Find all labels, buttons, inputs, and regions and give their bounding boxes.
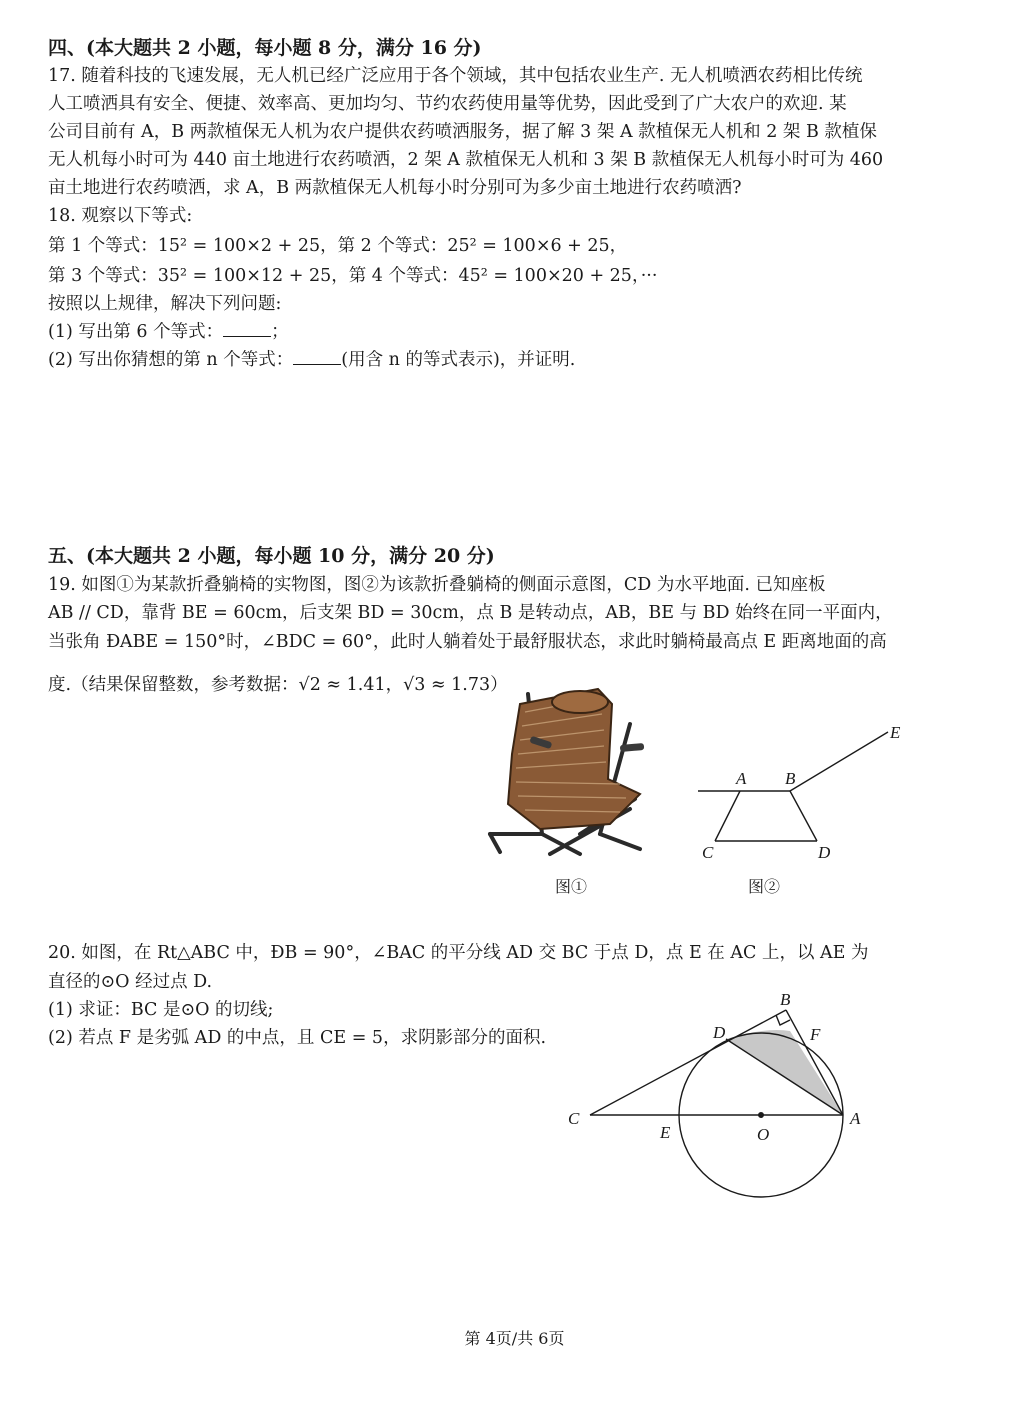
- label-b: B: [785, 769, 796, 788]
- center-point-o: [758, 1112, 764, 1118]
- q20-line-2: 直径的⊙O 经过点 D.: [48, 972, 213, 992]
- q20-line-1: 20. 如图，在 Rt△ABC 中，ÐB = 90°，∠BAC 的平分线 AD 交 BC 于点 D，点 E 在 AC 上，以 AE 为: [48, 943, 869, 963]
- figure-2-caption: 图②: [748, 877, 781, 896]
- q18-intro: 18. 观察以下等式:: [48, 206, 193, 226]
- label-d: D: [713, 1023, 726, 1042]
- right-angle-mark: [776, 1015, 790, 1025]
- q17-line-5: 亩土地进行农药喷洒，求 A，B 两款植保无人机每小时分别可为多少亩土地进行农药喷洒?: [48, 178, 742, 198]
- label-a: A: [736, 769, 747, 788]
- label-d: D: [818, 843, 831, 862]
- backrest-be: [790, 732, 888, 791]
- leg-bd: [790, 791, 817, 841]
- q17-line-2: 人工喷洒具有安全、便捷、效率高、更加均匀、节约农药使用量等优势，因此受到了广大农户的欢迎. 某: [48, 94, 847, 114]
- line-cb: [590, 1010, 786, 1115]
- label-e: E: [890, 723, 901, 742]
- q18-equations-1: 第 1 个等式：15² = 100×2 + 25，第 2 个等式：25² = 100×6 + 25，: [48, 236, 628, 256]
- label-a: A: [850, 1109, 861, 1128]
- q17-line-1: 17. 随着科技的飞速发展，无人机已经广泛应用于各个领域，其中包括农业生产. 无人机喷洒农药相比传统: [48, 66, 863, 86]
- chair-side-diagram: [690, 718, 920, 863]
- figure-1-caption: 图①: [555, 877, 588, 896]
- folding-chair-photo: [480, 684, 670, 864]
- q18-instruction: 按照以上规律，解决下列问题:: [48, 294, 282, 314]
- page-footer: 第 4页/共 6页: [464, 1329, 565, 1348]
- q19-line-4: 度.（结果保留整数，参考数据：√2 ≈ 1.41，√3 ≈ 1.73）: [48, 675, 508, 695]
- q18-part-2-text: (2) 写出你猜想的第 n 个等式：: [48, 350, 294, 370]
- q18-part-1-text: (1) 写出第 6 个等式：: [48, 322, 224, 342]
- q17-line-4: 无人机每小时可为 440 亩土地进行农药喷洒，2 架 A 款植保无人机和 3 架 B 款植保无人机每小时可为 460: [48, 150, 884, 170]
- q18-equations-2: 第 3 个等式：35² = 100×12 + 25，第 4 个等式：45² = 100×20 + 25，···: [48, 266, 658, 286]
- shaded-region: [726, 1030, 843, 1115]
- q20-part-1: (1) 求证：BC 是⊙O 的切线;: [48, 1000, 274, 1020]
- q18-part-2-blank[interactable]: [293, 346, 341, 365]
- label-f: F: [810, 1025, 821, 1044]
- q18-part-1-end: ；: [271, 322, 289, 342]
- q18-part-2-end: (用含 n 的等式表示)，并证明.: [341, 350, 576, 370]
- q17-line-3: 公司目前有 A，B 两款植保无人机为农户提供农药喷洒服务，据了解 3 架 A 款植保无人机和 2 架 B 款植保: [48, 122, 877, 142]
- section-4-heading: 四、(本大题共 2 小题，每小题 8 分，满分 16 分): [48, 37, 482, 59]
- label-e: E: [660, 1123, 671, 1142]
- label-c: C: [702, 843, 714, 862]
- q18-part-1-blank[interactable]: [223, 318, 271, 337]
- q19-line-1: 19. 如图①为某款折叠躺椅的实物图，图②为该款折叠躺椅的侧面示意图，CD 为水平地面. 已知座板: [48, 575, 826, 595]
- label-c: C: [568, 1109, 580, 1128]
- q19-line-3: 当张角 ÐABE = 150°时，∠BDC = 60°，此时人躺着处于最舒服状态，求此时躺椅最高点 E 距离地面的高: [48, 632, 887, 652]
- q18-part-2: [48, 346, 575, 374]
- label-o: O: [757, 1125, 770, 1144]
- q18-part-1: [48, 318, 289, 346]
- section-5-heading: 五、(本大题共 2 小题，每小题 10 分，满分 20 分): [48, 545, 495, 567]
- label-b: B: [780, 990, 791, 1009]
- q20-part-2: (2) 若点 F 是劣弧 AD 的中点，且 CE = 5，求阴影部分的面积.: [48, 1028, 547, 1048]
- q19-line-2: AB // CD，靠背 BE = 60cm，后支架 BD = 30cm，点 B 是转动点，AB，BE 与 BD 始终在同一平面内，: [48, 603, 893, 623]
- leg-ac: [715, 791, 740, 841]
- circle-tangent-diagram: [560, 985, 890, 1210]
